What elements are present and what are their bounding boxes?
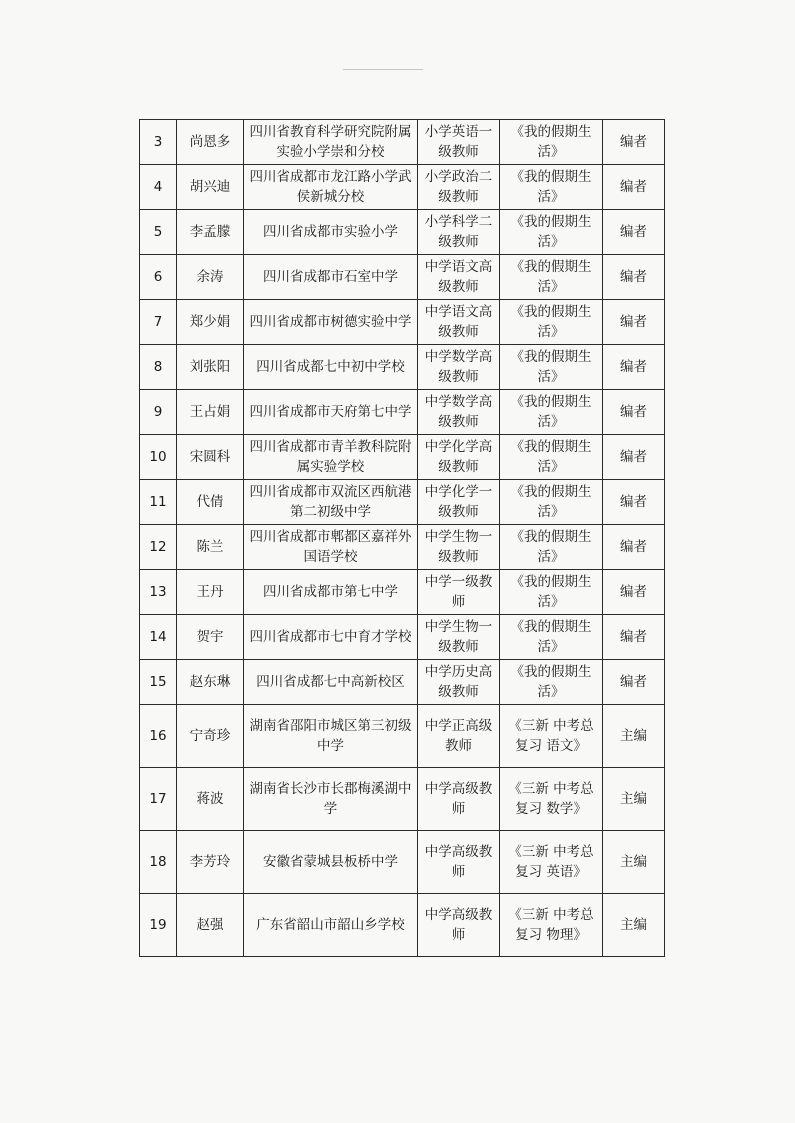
table-row [140, 480, 665, 525]
cell-unit: 湖南省邵阳市城区第三初级中学 [244, 705, 418, 768]
cell-unit: 四川省成都市七中育才学校 [244, 615, 418, 660]
cell-book: 《我的假期生活》 [500, 390, 603, 435]
cell-title: 中学化学一级教师 [418, 480, 500, 525]
cell-role: 编者 [603, 210, 665, 255]
cell-number: 17 [140, 768, 177, 831]
cell-unit: 四川省成都市树德实验中学 [244, 300, 418, 345]
cell-role: 编者 [603, 345, 665, 390]
cell-number: 10 [140, 435, 177, 480]
cell-number: 15 [140, 660, 177, 705]
cell-name: 宁奇珍 [177, 705, 244, 768]
cell-title: 中学正高级教师 [418, 705, 500, 768]
cell-number: 16 [140, 705, 177, 768]
cell-unit: 四川省成都市郫都区嘉祥外国语学校 [244, 525, 418, 570]
cell-title: 中学一级教师 [418, 570, 500, 615]
cell-book: 《我的假期生活》 [500, 255, 603, 300]
cell-name: 王丹 [177, 570, 244, 615]
cell-name: 赵东琳 [177, 660, 244, 705]
cell-number: 9 [140, 390, 177, 435]
cell-number: 11 [140, 480, 177, 525]
cell-name: 尚恩多 [177, 120, 244, 165]
cell-role: 主编 [603, 894, 665, 957]
cell-name: 陈兰 [177, 525, 244, 570]
table-row [140, 768, 665, 831]
cell-role: 编者 [603, 165, 665, 210]
cell-number: 13 [140, 570, 177, 615]
cell-book: 《我的假期生活》 [500, 435, 603, 480]
cell-number: 6 [140, 255, 177, 300]
table-row [140, 300, 665, 345]
cell-number: 7 [140, 300, 177, 345]
table-row [140, 210, 665, 255]
cell-book: 《三新 中考总复习 语文》 [500, 705, 603, 768]
cell-role: 编者 [603, 120, 665, 165]
table-row [140, 165, 665, 210]
cell-name: 王占娟 [177, 390, 244, 435]
table-row [140, 705, 665, 768]
cell-role: 编者 [603, 660, 665, 705]
cell-unit: 四川省成都七中高新校区 [244, 660, 418, 705]
cell-name: 代倩 [177, 480, 244, 525]
cell-number: 3 [140, 120, 177, 165]
cell-title: 小学政治二级教师 [418, 165, 500, 210]
cell-number: 4 [140, 165, 177, 210]
cell-role: 主编 [603, 768, 665, 831]
table-row [140, 831, 665, 894]
cell-role: 编者 [603, 615, 665, 660]
cell-role: 编者 [603, 525, 665, 570]
cell-number: 18 [140, 831, 177, 894]
cell-number: 19 [140, 894, 177, 957]
cell-role: 主编 [603, 831, 665, 894]
cell-name: 宋圆科 [177, 435, 244, 480]
cell-book: 《我的假期生活》 [500, 345, 603, 390]
cell-title: 中学生物一级教师 [418, 525, 500, 570]
table-row [140, 120, 665, 165]
cell-title: 小学英语一级教师 [418, 120, 500, 165]
page-header-mark [338, 62, 428, 76]
cell-number: 14 [140, 615, 177, 660]
cell-name: 胡兴迪 [177, 165, 244, 210]
cell-title: 中学高级教师 [418, 768, 500, 831]
table-row [140, 525, 665, 570]
cell-book: 《我的假期生活》 [500, 165, 603, 210]
table-row [140, 894, 665, 957]
cell-name: 蒋波 [177, 768, 244, 831]
cell-role: 编者 [603, 390, 665, 435]
table-row [140, 570, 665, 615]
cell-unit: 四川省成都市龙江路小学武侯新城分校 [244, 165, 418, 210]
cell-title: 中学高级教师 [418, 894, 500, 957]
cell-book: 《三新 中考总复习 物理》 [500, 894, 603, 957]
cell-book: 《我的假期生活》 [500, 120, 603, 165]
cell-unit: 四川省成都七中初中学校 [244, 345, 418, 390]
cell-book: 《我的假期生活》 [500, 660, 603, 705]
cell-title: 小学科学二级教师 [418, 210, 500, 255]
table-row [140, 390, 665, 435]
cell-role: 编者 [603, 570, 665, 615]
cell-book: 《我的假期生活》 [500, 300, 603, 345]
cell-name: 李孟朦 [177, 210, 244, 255]
cell-title: 中学语文高级教师 [418, 255, 500, 300]
cell-book: 《我的假期生活》 [500, 210, 603, 255]
cell-unit: 安徽省蒙城县板桥中学 [244, 831, 418, 894]
table-row [140, 345, 665, 390]
cell-name: 李芳玲 [177, 831, 244, 894]
cell-number: 5 [140, 210, 177, 255]
cell-name: 郑少娟 [177, 300, 244, 345]
cell-title: 中学生物一级教师 [418, 615, 500, 660]
cell-role: 编者 [603, 435, 665, 480]
cell-book: 《我的假期生活》 [500, 615, 603, 660]
cell-name: 余涛 [177, 255, 244, 300]
cell-title: 中学数学高级教师 [418, 390, 500, 435]
cell-book: 《三新 中考总复习 数学》 [500, 768, 603, 831]
cell-name: 贺宇 [177, 615, 244, 660]
cell-unit: 四川省成都市实验小学 [244, 210, 418, 255]
cell-unit: 湖南省长沙市长郡梅溪湖中学 [244, 768, 418, 831]
cell-unit: 四川省成都市青羊教科院附属实验学校 [244, 435, 418, 480]
cell-title: 中学数学高级教师 [418, 345, 500, 390]
cell-role: 编者 [603, 300, 665, 345]
cell-title: 中学高级教师 [418, 831, 500, 894]
cell-name: 刘张阳 [177, 345, 244, 390]
cell-unit: 四川省教育科学研究院附属实验小学崇和分校 [244, 120, 418, 165]
cell-title: 中学化学高级教师 [418, 435, 500, 480]
cell-role: 编者 [603, 255, 665, 300]
personnel-table [139, 119, 665, 957]
cell-role: 主编 [603, 705, 665, 768]
cell-number: 8 [140, 345, 177, 390]
cell-unit: 四川省成都市双流区西航港第二初级中学 [244, 480, 418, 525]
cell-title: 中学历史高级教师 [418, 660, 500, 705]
cell-name: 赵强 [177, 894, 244, 957]
cell-unit: 四川省成都市第七中学 [244, 570, 418, 615]
cell-title: 中学语文高级教师 [418, 300, 500, 345]
cell-book: 《我的假期生活》 [500, 525, 603, 570]
cell-unit: 四川省成都市天府第七中学 [244, 390, 418, 435]
cell-book: 《我的假期生活》 [500, 480, 603, 525]
table-row [140, 660, 665, 705]
cell-number: 12 [140, 525, 177, 570]
cell-role: 编者 [603, 480, 665, 525]
table-row [140, 255, 665, 300]
cell-book: 《我的假期生活》 [500, 570, 603, 615]
cell-unit: 广东省韶山市韶山乡学校 [244, 894, 418, 957]
cell-book: 《三新 中考总复习 英语》 [500, 831, 603, 894]
table-row [140, 435, 665, 480]
cell-unit: 四川省成都市石室中学 [244, 255, 418, 300]
table-row [140, 615, 665, 660]
